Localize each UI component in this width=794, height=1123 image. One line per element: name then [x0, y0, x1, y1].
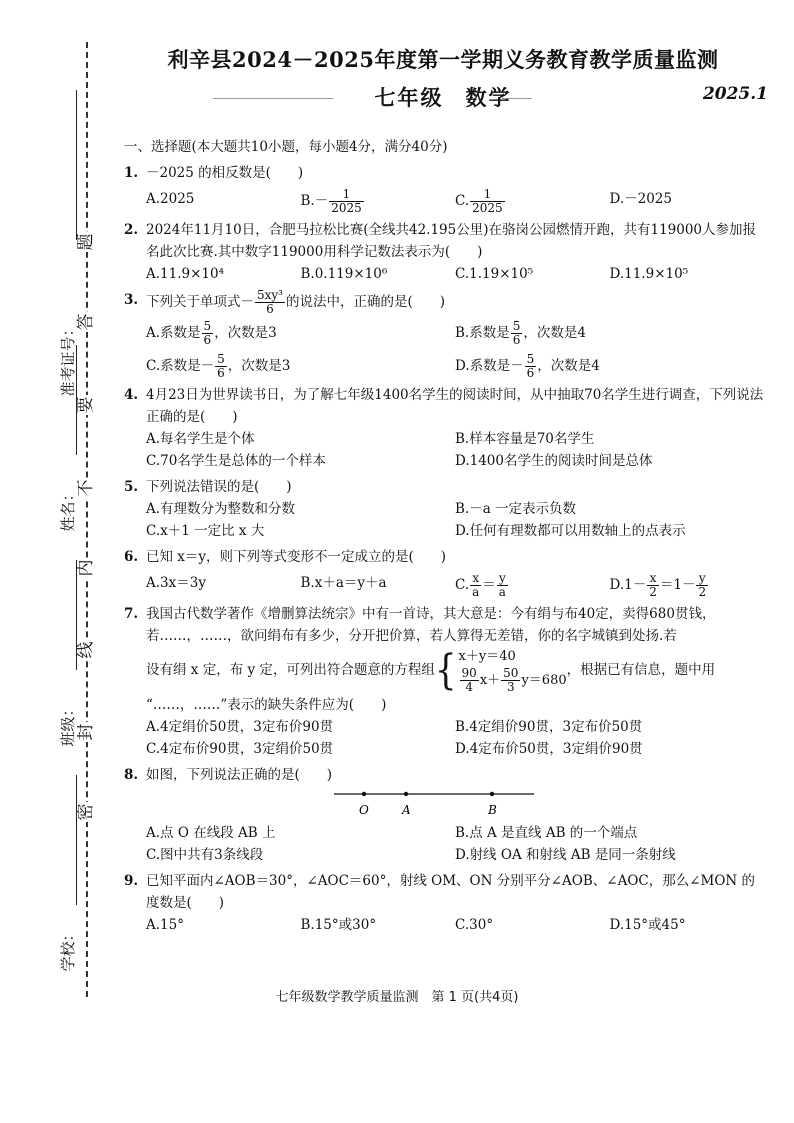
option-b[interactable]: B.系数是 $\frac{5}{6}$ ，次数是4 [455, 319, 586, 347]
question-number: 2. [124, 222, 139, 238]
option-b[interactable]: B.样本容量是70名学生 [455, 431, 595, 447]
label-b: B [488, 803, 497, 817]
question-8 [124, 764, 764, 866]
option-d[interactable]: D.1－ $\frac{x}{2}$ ＝1－ $\frac{y}{2}$ [609, 571, 707, 599]
question-stem: 2024年11月10日，合肥马拉松比赛(全线共42.195公里)在骆岗公园燃情开跑，共有119000人参加报名此次比赛.其中数字119000用科学记数法表示为( ) [146, 222, 757, 260]
decor-rule [502, 98, 532, 99]
point-b [490, 792, 494, 796]
subject: 数学 [465, 85, 512, 110]
point-o [362, 792, 366, 796]
option-d[interactable]: D.4定布价50贯，3定绢价90贯 [455, 741, 643, 757]
page-footer: 七年级数学教学质量监测 第 1 页(共4页) [275, 990, 519, 1005]
option-b[interactable]: B.15°或30° [300, 917, 377, 933]
question-2 [124, 219, 764, 285]
seal-char: 线 [76, 641, 96, 659]
equation-system: { x＋y＝40 $\frac{90}{4}$ x＋ $\frac{50}{3}$ y＝680 [434, 646, 567, 695]
option-a[interactable]: A.点 O 在线段 AB 上 [146, 825, 276, 841]
option-c[interactable]: C.4定布价90贯，3定绢价50贯 [146, 741, 334, 757]
seal-char: 内 [76, 559, 96, 577]
option-a[interactable]: A.3x＝3y [146, 575, 206, 591]
option-b[interactable]: B.－a 一定表示负数 [455, 501, 577, 517]
option-b[interactable]: B.点 A 是直线 AB 的一个端点 [455, 825, 638, 841]
option-a[interactable]: A.11.9×10⁴ [146, 266, 225, 282]
label-a: A [402, 803, 411, 817]
option-b[interactable]: B.－ $\frac{1}{2025}$ [300, 187, 362, 215]
question-5 [124, 476, 764, 542]
exam-date: 2025.1 [702, 84, 768, 104]
question-4 [124, 384, 764, 472]
option-b[interactable]: B.x＋a＝y＋a [300, 575, 387, 591]
question-stem: －2025 的相反数是( ) [146, 165, 304, 181]
question-6 [124, 546, 764, 599]
seal-char: 封 [76, 723, 96, 741]
option-c[interactable]: C. $\frac{1}{2025}$ [455, 187, 503, 215]
question-number: 1. [124, 165, 139, 181]
seal-char: 要 [76, 396, 96, 414]
question-number: 6. [124, 549, 139, 565]
line-diagram [334, 788, 544, 822]
label-o: O [359, 803, 369, 817]
point-a [404, 792, 408, 796]
grade: 七年级 [374, 85, 444, 110]
option-a[interactable]: A.有理数分为整数和分数 [146, 501, 296, 517]
ray-figure [124, 788, 764, 822]
seal-dashed-line [86, 42, 88, 997]
binding-margin: 题 答 要 不 内 线 封 密 准考证号： 姓名： 班级： 学校： [0, 0, 112, 1123]
option-d[interactable]: D.系数是－ $\frac{5}{6}$ ，次数是4 [455, 352, 600, 380]
question-number: 3. [124, 292, 139, 308]
question-number: 7. [124, 606, 139, 622]
seal-char: 密 [76, 803, 96, 821]
question-1 [124, 162, 764, 215]
option-c[interactable]: C.1.19×10⁵ [455, 266, 534, 282]
option-a[interactable]: A.15° [146, 917, 184, 933]
option-c[interactable]: C.30° [455, 917, 494, 933]
option-a[interactable]: A.每名学生是个体 [146, 431, 255, 447]
question-stem: 我国古代数学著作《增删算法统宗》中有一首诗，其大意是：今有绢与布40定，卖得680贯钱，若……，……，欲问绢布有多少，分开把价算，若人算得无差错，你的名字城镇到处扬.若 设有绢 x 定，布 y 定，可列出符合题意的方程组 { x＋y＝40 $\frac{90}{4}$ x＋ $\frac{50}{3}$ y＝680 ，根据已有信息，题中用 “……，……”表示的缺失条件应为( ) [146, 606, 716, 713]
option-c[interactable]: C. $\frac{x}{a}$ ＝ $\frac{y}{a}$ [455, 571, 506, 599]
option-d[interactable]: D.射线 OA 和射线 AB 是同一条射线 [455, 847, 676, 863]
option-c[interactable]: C.系数是－ $\frac{5}{6}$ ，次数是3 [146, 352, 291, 380]
option-b[interactable]: B.0.119×10⁶ [300, 266, 388, 282]
question-stem: 4月23日为世界读书日，为了解七年级1400名学生的阅读时间，从中抽取70名学生进行调查，下列说法正确的是( ) [146, 387, 764, 425]
question-stem: 已知平面内∠AOB＝30°，∠AOC＝60°，射线 OM、ON 分别平分∠AOB、∠AOC，那么∠MON 的度数是( ) [146, 873, 756, 911]
option-c[interactable]: C.x＋1 一定比 x 大 [146, 523, 265, 539]
question-stem: 如图，下列说法正确的是( ) [146, 767, 333, 783]
option-d[interactable]: D.15°或45° [609, 917, 686, 933]
question-7 [124, 603, 764, 760]
question-stem: 下列关于单项式－ $\frac{\text{5xy³}}{6}$ 的说法中，正确的是( ) [146, 288, 446, 316]
option-a[interactable]: A.2025 [146, 191, 195, 207]
decor-rule [213, 98, 333, 99]
question-number: 8. [124, 767, 139, 783]
question-number: 9. [124, 873, 139, 889]
option-d[interactable]: D.1400名学生的阅读时间是总体 [455, 453, 653, 469]
section-title: 一、选择题(本大题共10小题，每小题4分，满分40分) [124, 139, 448, 155]
seal-char: 题 [76, 233, 96, 251]
option-b[interactable]: B.4定绢价90贯，3定布价50贯 [455, 719, 643, 735]
question-content [124, 136, 764, 936]
exam-title: 利辛县2024－2025年度第一学期义务教育教学质量监测 [167, 47, 719, 72]
seal-char: 答 [76, 313, 96, 331]
option-c[interactable]: C.70名学生是总体的一个样本 [146, 453, 326, 469]
seal-char: 不 [76, 479, 96, 497]
question-3 [124, 289, 764, 380]
subtitle-line [118, 82, 768, 114]
option-a[interactable]: A.系数是 $\frac{5}{6}$ ，次数是3 [146, 319, 277, 347]
question-number: 4. [124, 387, 139, 403]
question-stem: 下列说法错误的是( ) [146, 479, 292, 495]
option-d[interactable]: D.11.9×10⁵ [609, 266, 689, 282]
option-c[interactable]: C.图中共有3条线段 [146, 847, 264, 863]
option-d[interactable]: D.任何有理数都可以用数轴上的点表示 [455, 523, 686, 539]
question-9 [124, 870, 764, 936]
question-number: 5. [124, 479, 139, 495]
exam-header [118, 44, 768, 114]
option-d[interactable]: D.－2025 [609, 191, 672, 207]
option-a[interactable]: A.4定绢价50贯，3定布价90贯 [146, 719, 334, 735]
grade-subject [375, 85, 512, 110]
question-stem: 已知 x＝y，则下列等式变形不一定成立的是( ) [146, 549, 447, 565]
